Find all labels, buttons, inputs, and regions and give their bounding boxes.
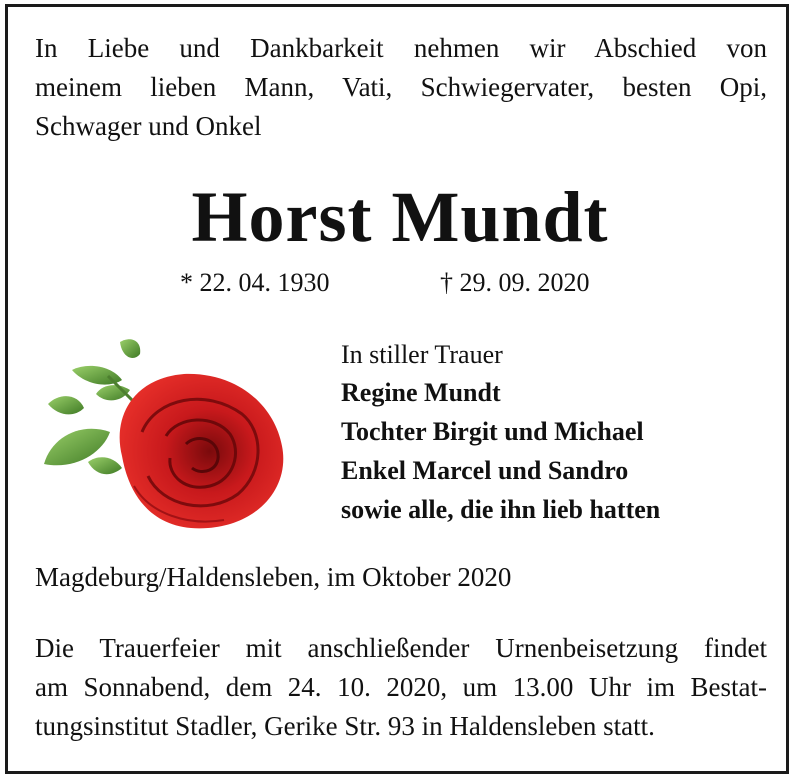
funeral-line-1: Die Trauerfeier mit anschließender Urnenbeisetzung findet (35, 633, 767, 663)
intro-line-2: meinem lieben Mann, Vati, Schwiegervater, besten Opi, (35, 72, 767, 102)
deceased-name: Horst Mundt (191, 177, 609, 257)
funeral-line-3: tungsinstitut Stadler, Gerike Str. 93 in Haldensleben statt. (35, 711, 655, 741)
mourner-name: Tochter Birgit und Michael (341, 417, 644, 446)
death-date: † 29. 09. 2020 (440, 268, 590, 297)
rose-image (38, 336, 300, 532)
mourners-heading: In stiller Trauer (341, 340, 503, 369)
birth-date: * 22. 04. 1930 (180, 268, 330, 297)
mourner-name: Regine Mundt (341, 378, 501, 407)
rose-bloom (120, 374, 284, 528)
intro-line-3: Schwager und Onkel (35, 111, 262, 141)
intro-line-1: In Liebe und Dankbarkeit nehmen wir Abschied von (35, 33, 767, 63)
funeral-line-2: am Sonnabend, dem 24. 10. 2020, um 13.00 Uhr im Bestat- (35, 672, 767, 702)
mourner-name: Enkel Marcel und Sandro (341, 456, 629, 485)
mourner-name: sowie alle, die ihn lieb hatten (341, 495, 661, 524)
place-date: Magdeburg/Haldensleben, im Oktober 2020 (35, 562, 512, 592)
